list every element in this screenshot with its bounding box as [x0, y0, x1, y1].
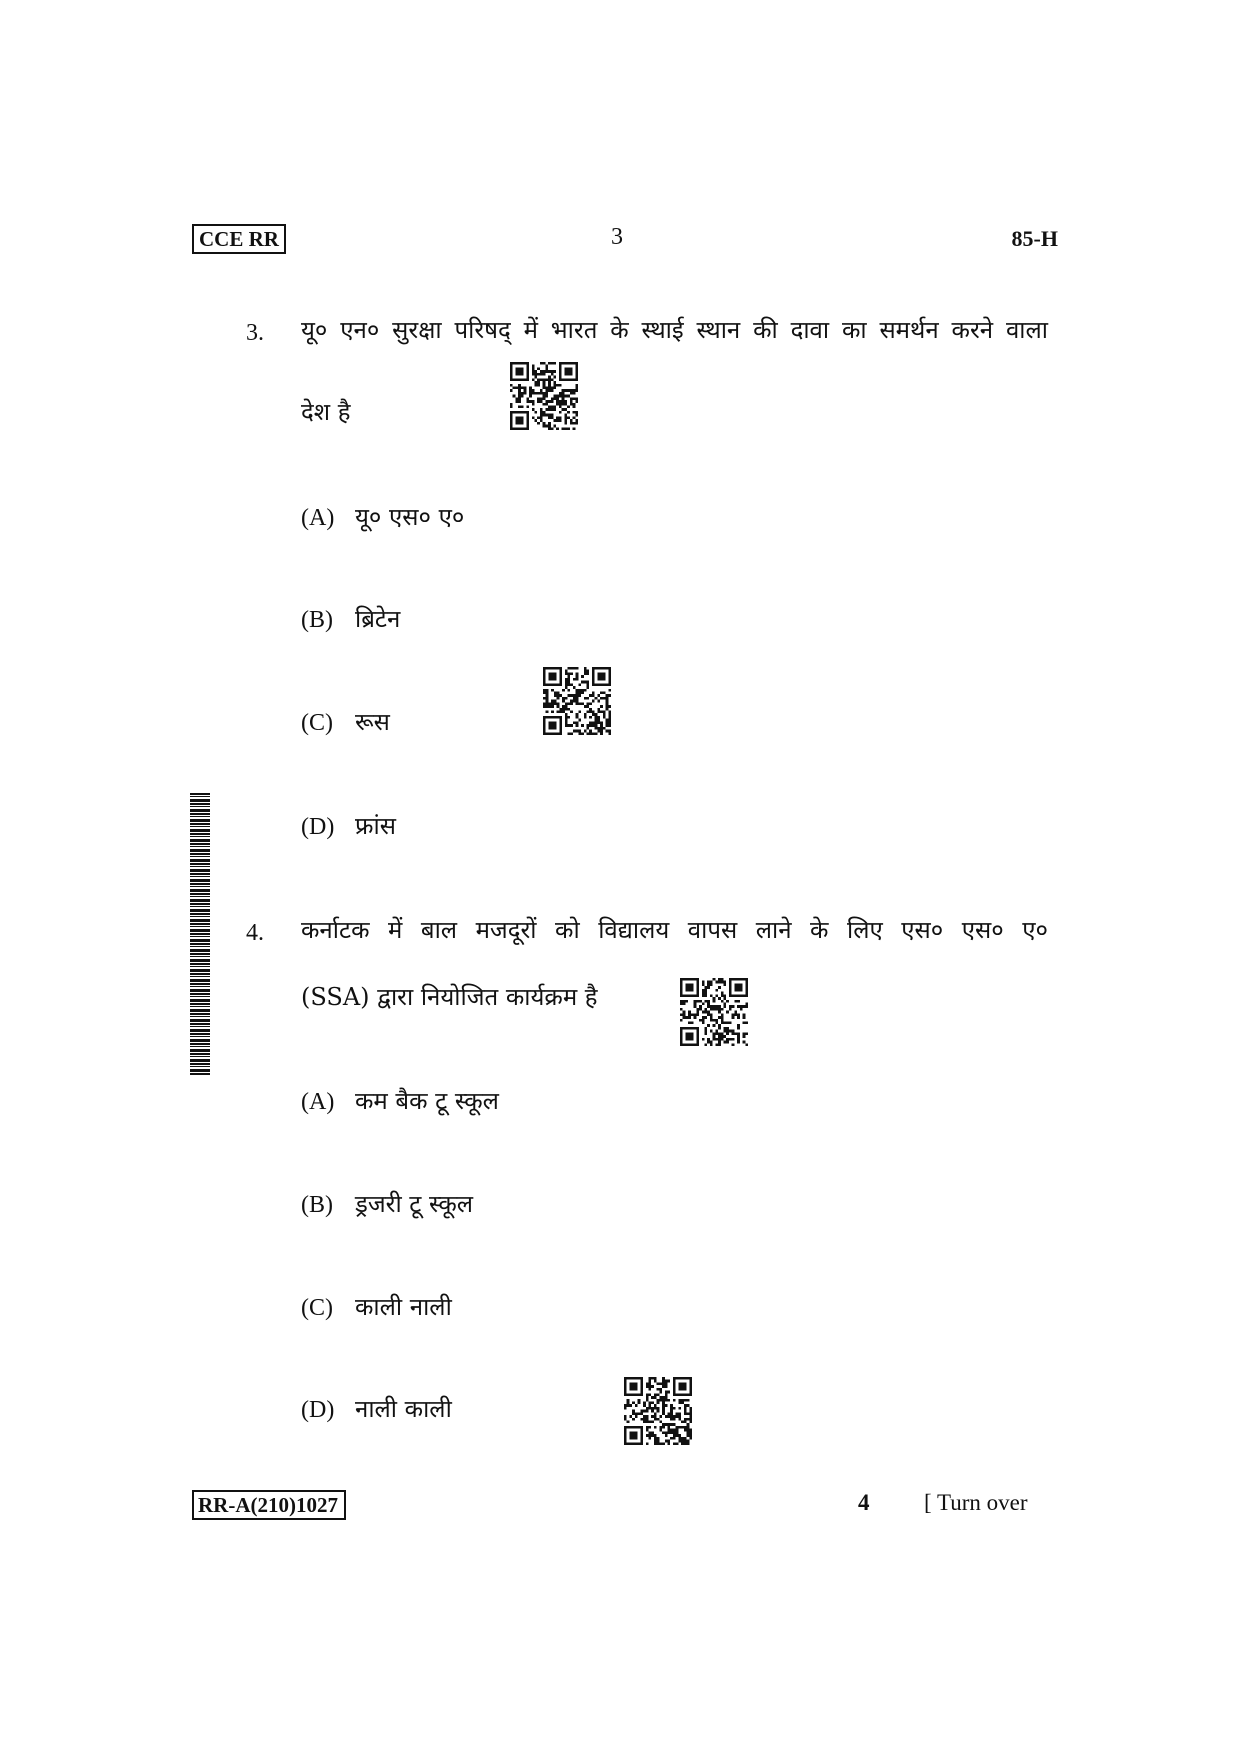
question-4-option-a	[301, 1087, 499, 1116]
page-number: 3	[611, 224, 623, 250]
qr-code-icon	[680, 978, 748, 1046]
subject-code: 85-H	[1011, 226, 1058, 251]
question-4-text-line2: (SSA) द्वारा नियोजित कार्यक्रम है	[301, 983, 598, 1011]
question-3-option-b	[301, 605, 400, 634]
question-3-option-d	[301, 812, 396, 841]
qr-code-icon	[510, 362, 578, 430]
option-text: रूस	[355, 708, 390, 736]
option-text: ड्रजरी टू स्कूल	[355, 1190, 474, 1218]
option-text: फ्रांस	[355, 812, 396, 840]
question-3-text-line1: यू० एन० सुरक्षा परिषद् में भारत के स्थाई स्थान की दावा का समर्थन करने वाला	[301, 316, 1048, 344]
question-4-text-line1: कर्नाटक में बाल मजदूरों को विद्यालय वापस लाने के लिए एस० एस० ए०	[301, 916, 1048, 944]
option-label: (A)	[301, 505, 335, 531]
option-text: ब्रिटेन	[355, 605, 401, 633]
question-3-number: 3.	[246, 320, 264, 346]
option-text: काली नाली	[355, 1293, 452, 1321]
question-4-option-b	[301, 1190, 473, 1219]
question-3-text-line2: देश है	[301, 398, 351, 426]
question-4-option-c	[301, 1293, 452, 1322]
qr-code-icon	[543, 667, 611, 735]
option-text: यू० एस० ए०	[355, 503, 465, 531]
option-label: (C)	[301, 710, 333, 736]
option-text: कम बैक टू स्कूल	[355, 1087, 499, 1115]
question-4-option-d	[301, 1395, 452, 1424]
option-label: (A)	[301, 1089, 335, 1115]
option-label: (D)	[301, 1397, 335, 1423]
booklet-code-box: RR-A(210)1027	[192, 1490, 346, 1520]
question-4-number: 4.	[246, 920, 264, 946]
turn-over-label: [ Turn over	[924, 1490, 1028, 1515]
question-3-option-c	[301, 708, 390, 737]
paper-code-box: CCE RR	[192, 224, 286, 254]
qr-code-icon	[624, 1377, 692, 1445]
option-label: (C)	[301, 1295, 333, 1321]
option-label: (B)	[301, 607, 333, 633]
sheet-number: 4	[858, 1490, 870, 1515]
barcode-icon	[190, 793, 210, 1076]
question-3-option-a	[301, 503, 464, 532]
option-label: (D)	[301, 814, 335, 840]
option-text: नाली काली	[355, 1395, 452, 1423]
option-label: (B)	[301, 1192, 333, 1218]
